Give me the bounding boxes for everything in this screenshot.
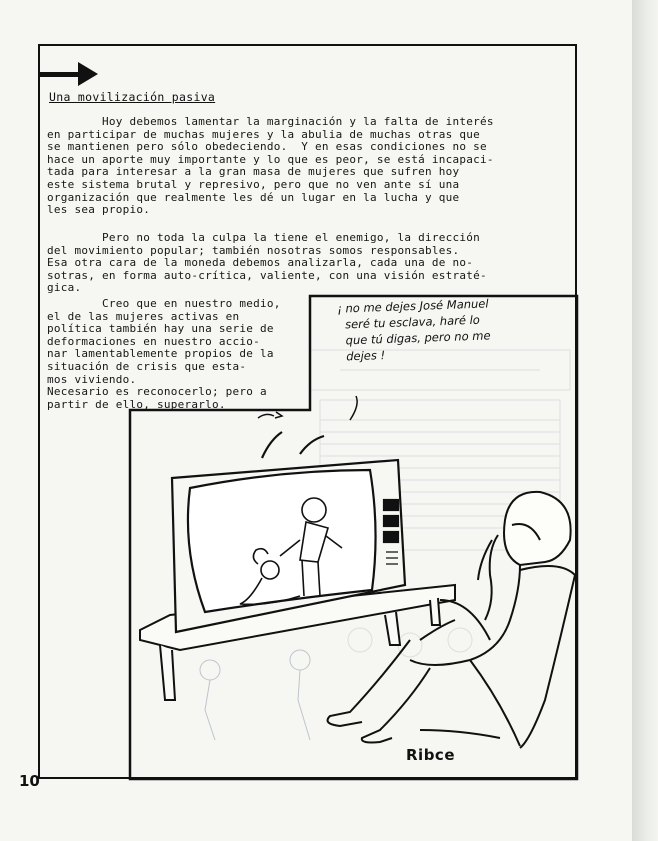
paragraph-3: Creo que en nuestro medio, el de las mujeres activas en política también hay una serie de deformaciones en nuestro accio- nar lamentablemente propios de la situación de crisis que esta- mos viviendo. Necesario es reconocerlo; pero a partir de ello, superarlo. [47,297,281,411]
page-number: 10 [19,772,40,790]
artist-signature: Ribce [406,746,455,764]
speech-bubble-text: ¡ no me dejes José Manuel seré tu esclava, haré lo que tú digas, pero no me dejes ! [336,296,491,364]
paragraph-2: Pero no toda la culpa la tiene el enemigo, la dirección del movimiento popular; también nosotras somos responsables. Esa otra cara de la moneda debemos analizarla, cada una de no- sotras, en forma auto-crítica, valiente, con una visión estraté- gica. [47,231,487,295]
next-page-edge [632,0,658,841]
arrow-right-icon [40,62,100,86]
paragraph-1: Hoy debemos lamentar la marginación y la falta de interés en participar de muchas mujeres y la abulia de muchas otras que se mantienen pero sólo obedeciendo. Y en esas condiciones no se hace un aporte muy importante y lo que es peor, se está incapaci- tada para interesar a la gran masa de mujeres que sufren hoy este sistema brutal y represivo, pero que no ven ante sí una organización que realmente les dé un lugar en la lucha y que les sea propio. [47,115,494,217]
article-heading: Una movilización pasiva [49,90,216,104]
